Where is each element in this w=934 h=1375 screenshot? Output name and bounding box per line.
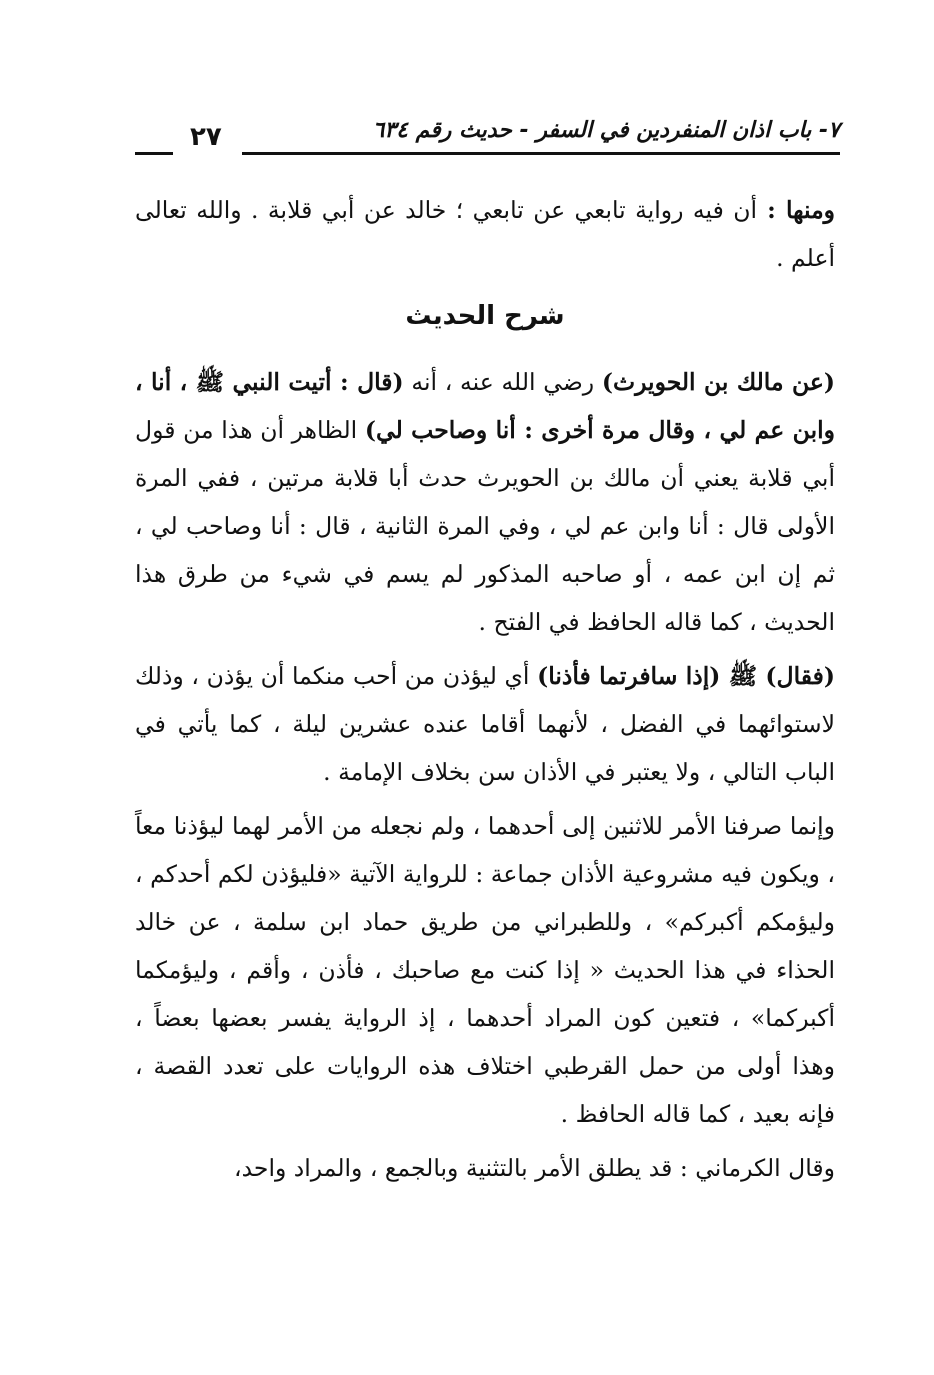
- commentary-text: الظاهر أن هذا من قول أبي قلابة يعني أن مالك بن الحويرث حدث أبا قلابة مرتين ، ففي المرة الأولى قال : أنا وابن عم لي ، وفي المرة الثانية ، قال : أنا وصاحب لي ، ثم إن ابن عمه ، أو صاحبه المذكور لم يسم في شيء من طرق هذا الحديث ، كما قاله الحافظ في الفتح .: [135, 416, 835, 636]
- header-rule: [242, 152, 840, 155]
- page-number-rule: [135, 152, 173, 155]
- chapter-title: ٧- باب اذان المنفردين في السفر - حديث رقم ٦٣٤: [372, 118, 840, 143]
- hadith-quote: (عن مالك بن الحويرث): [601, 368, 835, 396]
- running-header: [135, 112, 840, 156]
- section-heading: شرح الحديث: [405, 301, 565, 331]
- paragraph-4: وقال الكرماني : قد يطلق الأمر بالتثنية وبالجمع ، والمراد واحد،: [234, 1154, 835, 1182]
- paragraph-1: [135, 358, 835, 646]
- commentary-text: أي ليؤذن من أحب منكما أن يؤذن ، وذلك لاستوائهما في الفضل ، لأنهما أقاما عنده عشرين ليلة ، كما يأتي في الباب التالي ، ولا يعتبر في الأذان سن بخلاف الإمامة .: [135, 662, 835, 786]
- commentary-text: رضي الله عنه ، أنه: [403, 368, 602, 396]
- paragraph-3: وإنما صرفنا الأمر للاثنين إلى أحدهما ، ولم نجعله من الأمر لهما ليؤذنا معاً ، ويكون فيه مشروعية الأذان جماعة : للرواية الآتية «فليؤذن لكم أحدكم ، وليؤمكم أكبركم» ، وللطبراني من طريق حماد ابن سلمة ، عن خالد الحذاء في هذا الحديث « إذا كنت مع صاحبك ، فأذن ، وأقم ، وليؤمكما أكبركما» ، فتعين كون المراد أحدهما ، إذ الرواية يفسر بعضها بعضاً ، وهذا أولى من حمل القرطبي اختلاف هذه الروايات على تعدد القصة ، فإنه بعيد ، كما قاله الحافظ .: [135, 812, 835, 1128]
- paragraph-2: [135, 652, 835, 796]
- intro-paragraph: [135, 186, 835, 282]
- intro-lead: ومنها :: [757, 196, 835, 224]
- page-number: ٢٧: [190, 122, 222, 152]
- commentary-block: [135, 358, 835, 1192]
- hadith-quote: (فقال) ﷺ (إذا سافرتما فأذنا): [537, 662, 835, 690]
- intro-text: [135, 186, 835, 282]
- hadith-quote: (قال : أتيت النبي ﷺ ، أنا ، وابن عم لي ، وقال مرة أخرى : أنا وصاحب لي): [135, 368, 835, 444]
- intro-body: أن فيه رواية تابعي عن تابعي ؛ خالد عن أبي قلابة . والله تعالى أعلم .: [135, 196, 835, 272]
